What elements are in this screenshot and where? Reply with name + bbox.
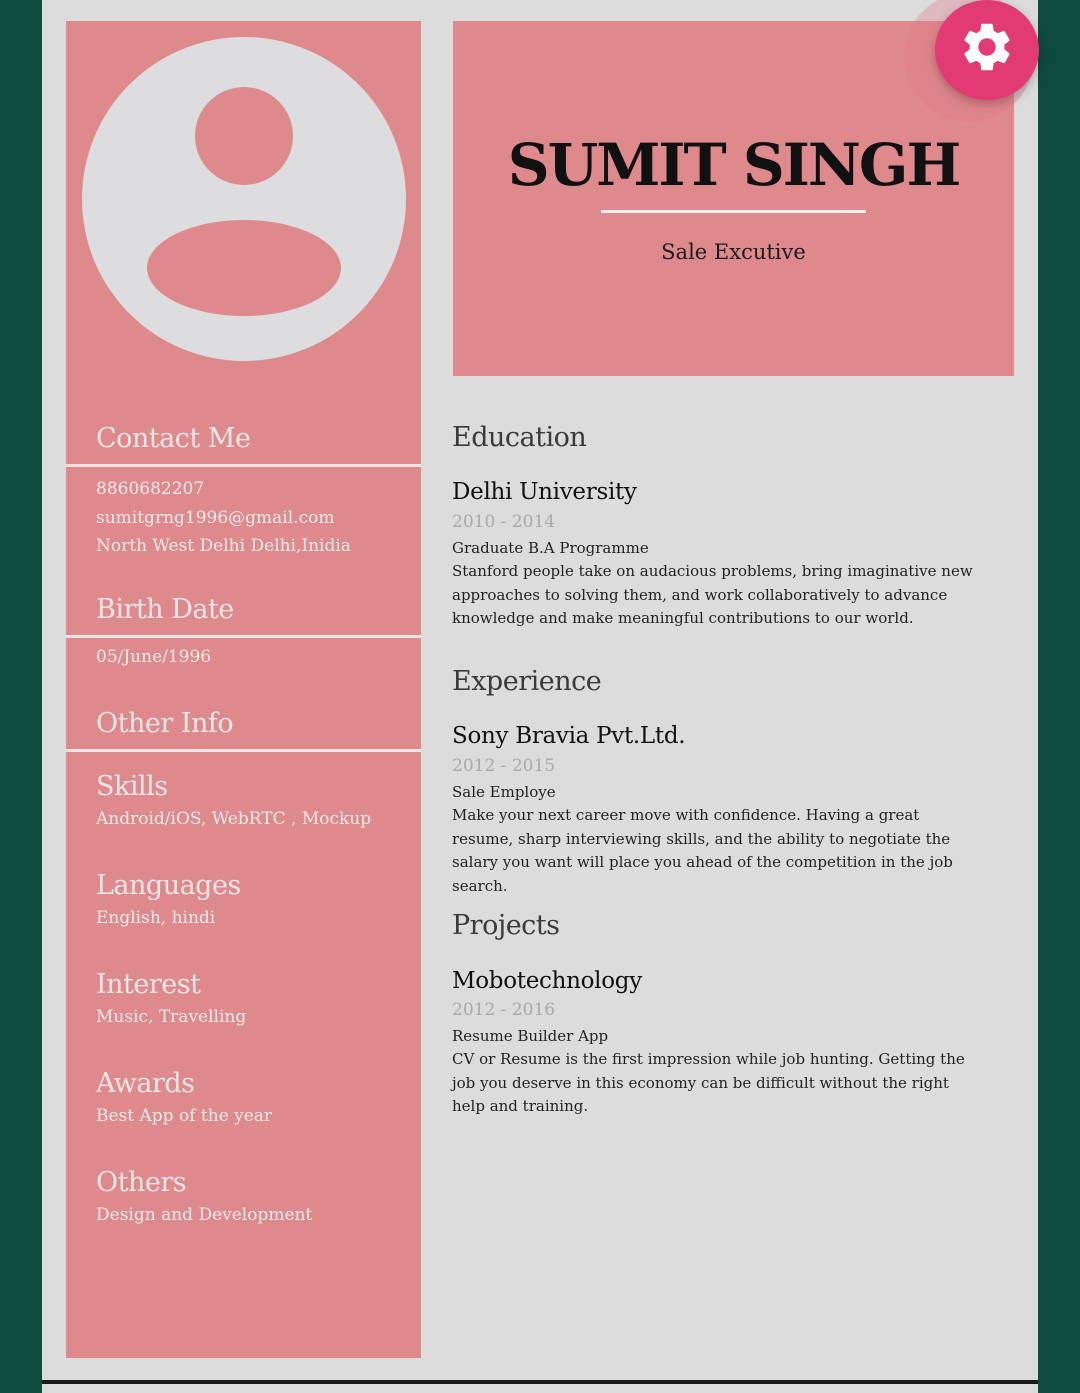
- awards-title: Awards: [96, 1068, 195, 1099]
- languages-title: Languages: [96, 870, 241, 901]
- others-value: Design and Development: [96, 1205, 313, 1225]
- experience-heading: Experience: [452, 666, 602, 697]
- name-divider: [601, 210, 866, 213]
- avatar-placeholder-icon: [82, 37, 406, 361]
- candidate-role: Sale Excutive: [661, 240, 806, 264]
- avatar-head-shape: [195, 87, 293, 185]
- experience-title: Sony Bravia Pvt.Ltd.: [452, 723, 686, 749]
- birth-date-divider: [66, 635, 421, 638]
- settings-button[interactable]: [935, 0, 1039, 100]
- interest-value: Music, Travelling: [96, 1007, 247, 1027]
- education-description: Stanford people take on audacious problems, bring imaginative new approaches to solving them, and work collaboratively to advance knowledge and make meaningful contributions to our world.: [452, 562, 973, 627]
- contact-divider: [66, 464, 421, 467]
- experience-description: Make your next career move with confidence. Having a great resume, sharp interviewing skills, and the ability to negotiate the salary you want will place you ahead of the competition in the job search.: [452, 806, 953, 895]
- awards-value: Best App of the year: [96, 1106, 273, 1126]
- education-dates: 2010 - 2014: [452, 512, 556, 532]
- contact-heading: Contact Me: [96, 423, 251, 454]
- projects-title: Mobotechnology: [452, 968, 642, 994]
- projects-dates: 2012 - 2016: [452, 1000, 556, 1020]
- candidate-name: SUMIT SINGH: [507, 131, 960, 199]
- birth-date-value: 05/June/1996: [96, 647, 212, 667]
- birth-date-heading: Birth Date: [96, 594, 234, 625]
- projects-subtitle: Resume Builder App: [452, 1027, 609, 1045]
- interest-title: Interest: [96, 969, 201, 1000]
- education-title: Delhi University: [452, 479, 637, 505]
- education-heading: Education: [452, 422, 587, 453]
- experience-subtitle: Sale Employe: [452, 783, 556, 801]
- gear-icon: [958, 18, 1016, 76]
- projects-description: CV or Resume is the first impression while job hunting. Getting the job you deserve in this economy can be difficult without the right help and training.: [452, 1050, 965, 1115]
- education-subtitle: Graduate B.A Programme: [452, 539, 649, 557]
- skills-value: Android/iOS, WebRTC , Mockup: [96, 809, 372, 829]
- next-page-edge: [42, 1384, 1038, 1393]
- skills-title: Skills: [96, 771, 168, 802]
- contact-phone: 8860682207: [96, 479, 205, 499]
- contact-details: [96, 475, 351, 561]
- others-title: Others: [96, 1167, 187, 1198]
- experience-dates: 2012 - 2015: [452, 756, 556, 776]
- avatar-body-shape: [147, 220, 341, 316]
- other-info-heading: Other Info: [96, 708, 234, 739]
- contact-email: sumitgrng1996@gmail.com: [96, 507, 335, 528]
- projects-heading: Projects: [452, 910, 560, 941]
- contact-address: North West Delhi Delhi,Inidia: [96, 536, 351, 556]
- resume-sidebar: [66, 21, 421, 1358]
- languages-value: English, hindi: [96, 908, 216, 928]
- other-info-divider: [66, 749, 421, 752]
